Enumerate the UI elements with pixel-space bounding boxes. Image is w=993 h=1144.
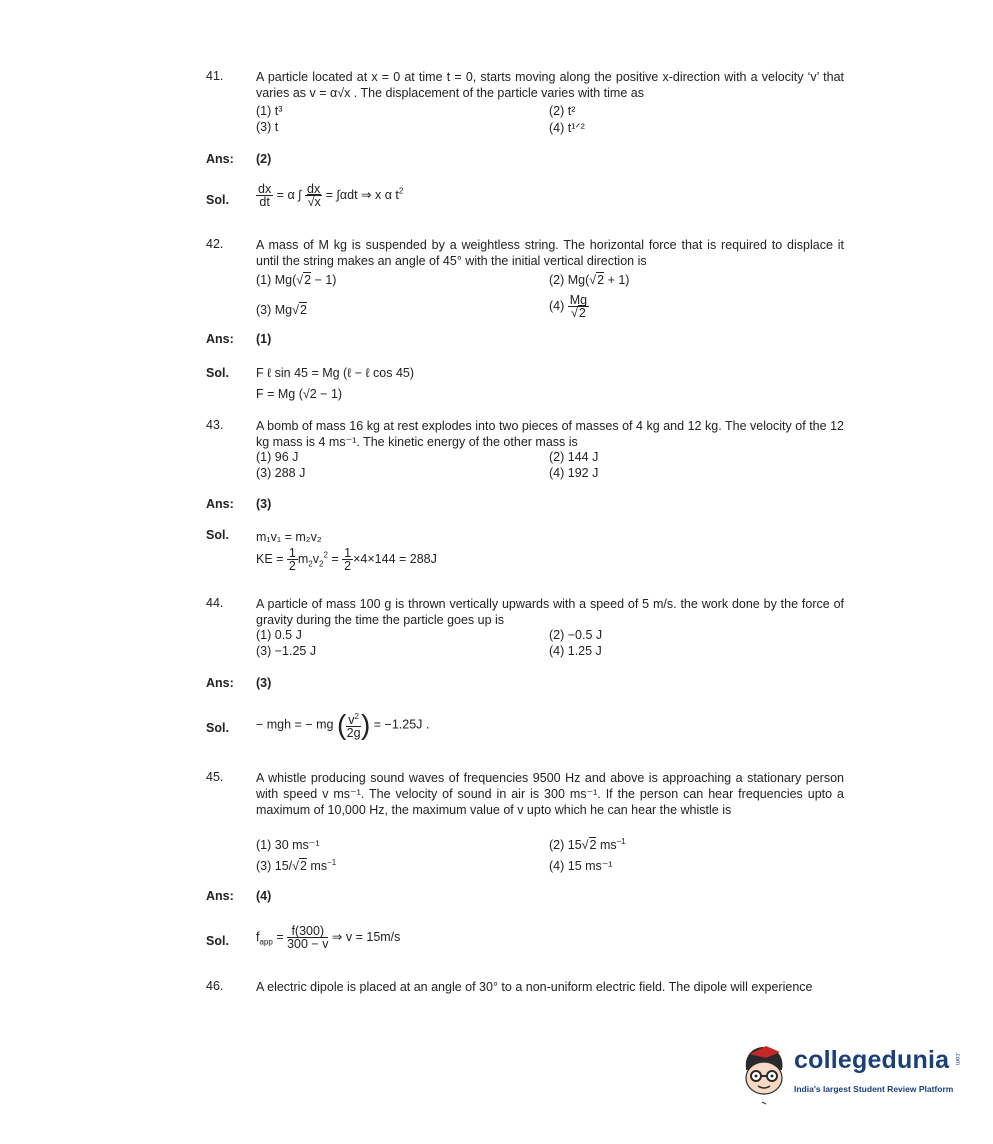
solution-label: Sol. [206, 528, 229, 542]
question-text: A particle located at x = 0 at time t = 0, starts moving along the positive x-direction with a velocity ‘v’ that varies as v = α√x . The displacement of the particle varies with time as [256, 70, 844, 100]
answer-label: Ans: [206, 676, 234, 690]
question-number: 46. [206, 979, 224, 993]
answer-value: (3) [256, 497, 272, 511]
question-number: 45. [206, 770, 224, 784]
answer-value: (2) [256, 152, 272, 166]
answer-label: Ans: [206, 152, 234, 166]
answer-label: Ans: [206, 332, 234, 346]
question-number: 44. [206, 596, 224, 610]
answer-value: (4) [256, 889, 272, 903]
question-text: A bomb of mass 16 kg at rest explodes into two pieces of masses of 4 kg and 12 kg. The velocity of the 12 kg mass is 4 ms⁻¹. The kinetic energy of the other mass is [256, 419, 844, 449]
option-3: (3) 15/√2 $ms^{-1}$ [256, 858, 337, 874]
option-1: (1) 30 ms⁻¹ [256, 838, 320, 852]
mascot-icon [736, 1038, 792, 1108]
solution-equation: − mgh = − mg ( $\frac{v^2}{2g}$ ) = −1.25J . [256, 709, 430, 741]
option-3: (3) Mg√2 [256, 303, 307, 317]
solution-label: Sol. [206, 193, 229, 207]
solution-equation: $\frac{dx}{dt}$ = α ∫ $\frac{dx}{√x}$ = ∫αdt ⇒ x α $t^2$ [258, 182, 404, 209]
solution-label: Sol. [206, 366, 229, 380]
option-2: (2) 15√2 $ms^{-1}$ [549, 837, 626, 853]
option-2: (2) −0.5 J [549, 628, 603, 642]
answer-label: Ans: [206, 889, 234, 903]
option-4: (4) $\frac{Mg}{√2}$ [549, 293, 588, 320]
option-4: (4) 192 J [549, 466, 599, 480]
option-3: (3) −1.25 J [256, 644, 317, 658]
answer-value: (1) [256, 332, 272, 346]
solution-line-1: F ℓ sin 45 = Mg (ℓ − ℓ cos 45) [256, 366, 415, 380]
answer-label: Ans: [206, 497, 234, 511]
question-number: 41. [206, 69, 224, 83]
solution-line-1: m₁v₁ = m₂v₂ [256, 530, 322, 544]
option-4: (4) 1.25 J [549, 644, 602, 658]
question-text: A mass of M kg is suspended by a weightless string. The horizontal force that is required to displace it until the string makes an angle of 45° with the initial vertical direction is [256, 238, 844, 268]
option-4: (4) t¹ᐟ² [549, 121, 585, 135]
collegedunia-logo[interactable] [736, 1038, 966, 1108]
option-1: (1) Mg(√2 − 1) [256, 273, 337, 287]
option-3: (3) t [256, 120, 279, 134]
question-text: A electric dipole is placed at an angle of 30° to a non-uniform electric field. The dipole will experience [256, 980, 813, 994]
question-text: A whistle producing sound waves of frequencies 9500 Hz and above is approaching a stationary person with speed v ms⁻¹. The velocity of sound in air is 300 ms⁻¹. If the person can hear frequencies upto a maximum of 10,000 Hz, the maximum value of v upto which he can hear the whistle is [256, 771, 844, 817]
logo-tagline: India's largest Student Review Platform [794, 1084, 954, 1094]
option-4: (4) 15 ms⁻¹ [549, 859, 613, 873]
answer-value: (3) [256, 676, 272, 690]
option-3: (3) 288 J [256, 466, 306, 480]
option-2: (2) t² [549, 104, 576, 118]
logo-wordmark: collegedunia [794, 1046, 950, 1074]
question-number: 43. [206, 418, 224, 432]
question-text: A particle of mass 100 g is thrown vertically upwards with a speed of 5 m/s. the work done by the force of gravity during the time the particle goes up is [256, 597, 844, 627]
question-number: 42. [206, 237, 224, 251]
solution-label: Sol. [206, 721, 229, 735]
solution-line-2: F = Mg (√2 − 1) [256, 387, 343, 401]
solution-line-2: KE = $\frac{1}{2}$ $m_2v_2^2$ = $\frac{1}{2}$ ×4×144 = 288J [256, 546, 437, 573]
option-1: (1) t³ [256, 104, 283, 118]
option-1: (1) 96 J [256, 450, 299, 464]
option-2: (2) 144 J [549, 450, 599, 464]
solution-label: Sol. [206, 934, 229, 948]
option-2: (2) Mg(√2 + 1) [549, 273, 630, 287]
solution-equation: $f_{app}$ = $\frac{f(300)}{300 - v}$ ⇒ v = 15m/s [256, 924, 401, 951]
option-1: (1) 0.5 J [256, 628, 302, 642]
logo-domain-mark: .com [954, 1052, 960, 1066]
